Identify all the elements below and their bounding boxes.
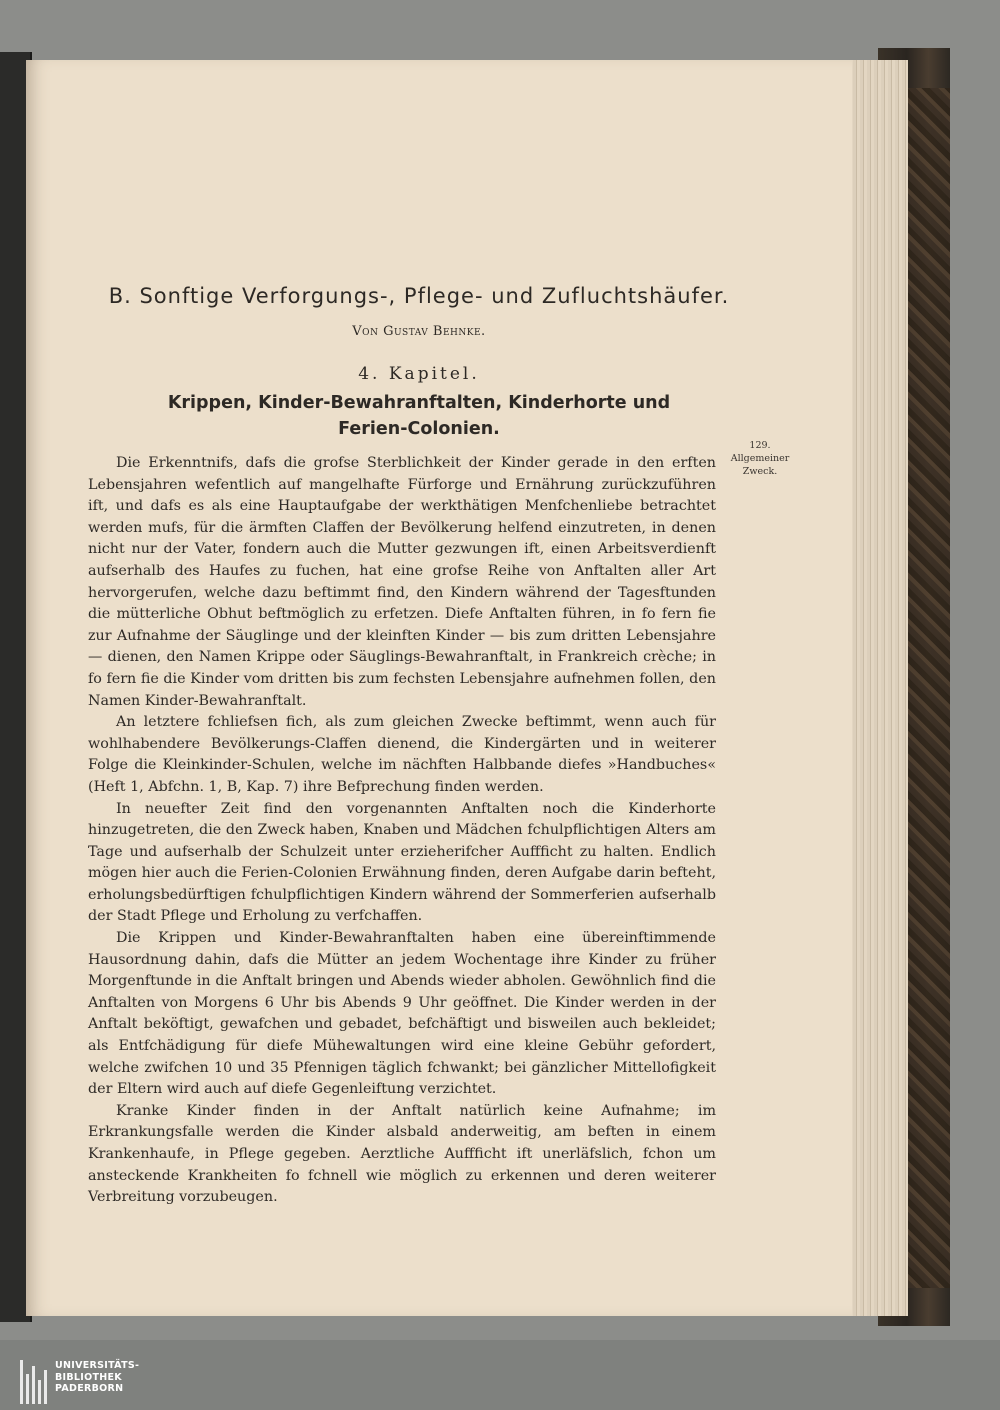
- book-page: [26, 60, 852, 1316]
- margin-note-number: 129.: [749, 440, 771, 451]
- chapter-title-line-2: Ferien-Colonien.: [338, 419, 500, 439]
- margin-note-line-1: Allgemeiner: [730, 453, 790, 464]
- paragraph-4: Die Krippen und Kinder-Bewahranftalten haben eine übereinftimmende Hausordnung dahin, dafs die Mütter an jedem Wochentage ihre Kinder zu früher Morgenftunde in die Anftalt bringen und Abends wieder abholen. Gewöhnlich find die Anftalten von Morgens 6 Uhr bis Abends 9 Uhr geöffnet. Die Kinder werden in der Anftalt beköftigt, gewafchen und gebadet, befchäftigt und bisweilen auch bekleidet; als Entfchädigung für diefe Mühewaltungen wird eine kleine Gebühr gefordert, welche zwifchen 10 und 35 Pfennigen täglich fchwankt; bei gänzlicher Mittellofigkeit der Eltern wird auch auf diefe Gegenleiftung verzichtet.: [88, 930, 716, 1098]
- paragraph-3: In neuefter Zeit find den vorgenannten Anftalten noch die Kinderhorte hinzugetreten, die den Zweck haben, Knaben und Mädchen fchulpflichtigen Alters am Tage und aufserhalb der Schulzeit unter erzieherifcher Auffficht zu halten. Endlich mögen hier auch die Ferien-Colonien Erwähnung finden, deren Aufgabe darin befteht, erholungsbedürftigen fchulpflichtigen Kindern während der Sommerferien aufserhalb der Stadt Pflege und Erholung zu verfchaffen.: [88, 800, 716, 925]
- margin-note: [726, 439, 794, 478]
- library-name: [55, 1360, 139, 1395]
- paragraph-5: Kranke Kinder finden in der Anftalt natürlich keine Aufnahme; im Erkrankungsfalle werden die Kinder alsbald anderweitig, am beften in einem Krankenhaufe, in Pflege gegeben. Aerztliche Auffficht ift unerläfslich, fchon um ansteckende Krankheiten fo fchnell wie möglich zu erkennen und deren weiterer Verbreitung vorzubeugen.: [88, 1102, 716, 1206]
- body-text: [88, 453, 716, 1209]
- library-logo-icon: [20, 1360, 50, 1404]
- library-name-line-3: PADERBORN: [55, 1383, 124, 1394]
- library-footer: [0, 1340, 1000, 1410]
- library-name-line-1: UNIVERSITÄTS-: [55, 1360, 140, 1371]
- chapter-number: 4. Kapitel.: [358, 364, 480, 384]
- chapter-title: [26, 390, 812, 442]
- chapter-title-line-1: Krippen, Kinder-Bewahranftalten, Kinderhorte und: [167, 393, 671, 413]
- section-title: B. Sonftige Verforgungs-, Pflege- und Zufluchtshäufer.: [108, 284, 730, 308]
- author-line: Von Gustav Behnke.: [352, 324, 486, 339]
- library-name-line-2: BIBLIOTHEK: [55, 1371, 122, 1383]
- paragraph-1: Die Erkenntnifs, dafs die grofse Sterblichkeit der Kinder gerade in den erften Lebensjahren wefentlich auf mangelhafte Fürforge und Ernährung zurückzuführen ift, und dafs es als eine Hauptaufgabe der werkthätigen Menfchenliebe betrachtet werden mufs, für die ärmften Claffen der Bevölkerung helfend einzutreten, in denen nicht nur der Vater, fondern auch die Mutter gezwungen ift, einen Arbeitsverdienft aufserhalb des Haufes zu fuchen, hat eine grofse Reihe von Anftalten aller Art hervorgerufen, welche dazu beftimmt find, den Kindern während der Tagesftunden die mütterliche Obhut beftmöglich zu erfetzen. Diefe Anftalten führen, in fo fern fie zur Aufnahme der Säuglinge und der kleinften Kinder — bis zum dritten Lebensjahre — dienen, den Namen Krippe oder Säuglings-Bewahranftalt, in Frankreich crèche; in fo fern fie die Kinder vom dritten bis zum fechsten Lebensjahre aufnehmen follen, den Namen Kinder-Bewahranftalt.: [88, 455, 716, 709]
- paragraph-2: An letztere fchliefsen fich, als zum gleichen Zwecke beftimmt, wenn auch für wohlhabendere Bevölkerungs-Claffen dienend, die Kindergärten und in weiterer Folge die Kleinkinder-Schulen, welche im nächften Halbbande diefes »Handbuches« (Heft 1, Abfchn. 1, B, Kap. 7) ihre Befprechung finden werden.: [88, 714, 716, 795]
- page-fore-edge: [846, 60, 908, 1316]
- margin-note-line-2: Zweck.: [742, 466, 778, 477]
